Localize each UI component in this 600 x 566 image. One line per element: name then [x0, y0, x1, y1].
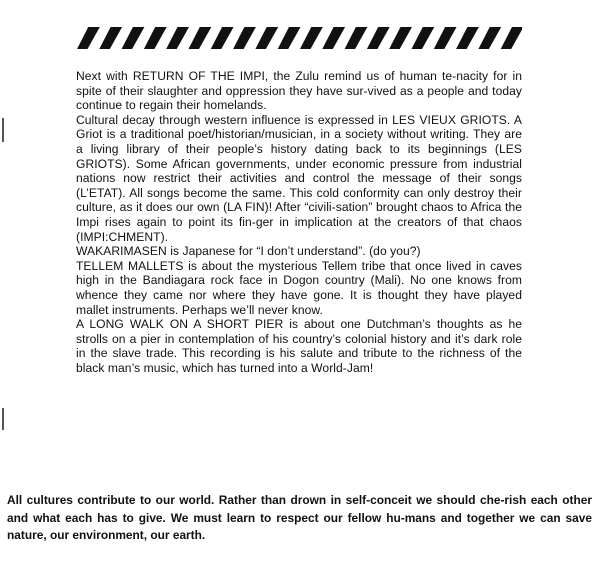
zigzag-stripe: [322, 27, 345, 49]
left-edge-mark: [2, 408, 4, 430]
paragraph-tellem-mallets: TELLEM MALLETS is about the mysterious Tellem tribe that once lived in caves high in the Bandiagara rock face in Dogon country (Mali). No one knows from whence they came nor where they have gone. It is thought they have played mallet instruments. Perhaps we’ll never know.: [76, 258, 522, 317]
paragraph-griots: Cultural decay through western influence is expressed in LES VIEUX GRIOTS. A Griot is a traditional poet/historian/musician, in a society without writing. They are a living library of their people’s history dating back to its beginnings (LES GRIOTS). Some African governments, under economic pressure from industrial nations now restrict their activities and control the message of their songs (L’ETAT). All songs become the same. This cold conformity can only destroy their culture, as it does our own (LA FIN)! After “civili-sation” brought chaos to Africa the Impi rises again to point its fin-ger in implication at the creators of that chaos (IMPI:CHMENT).: [76, 112, 522, 244]
zigzag-stripe: [412, 27, 435, 49]
paragraph-long-walk: A LONG WALK ON A SHORT PIER is about one Dutchman’s thoughts as he strolls on a pier in contemplation of his country’s colonial history and it’s dark role in the slave trade. This recording is his salute and tribute to the richness of the black man’s music, which has turned into a World-Jam!: [76, 317, 522, 375]
zigzag-banner: [76, 25, 522, 51]
zigzag-pattern: [76, 25, 522, 51]
left-edge-mark: [2, 118, 4, 142]
closing-statement: All cultures contribute to our world. Rather than drown in self-conceit we should che-rish each other and what each has to give. We must learn to respect our fellow hu-mans and together we can save nature, our environment, our earth.: [7, 493, 592, 542]
zigzag-stripe: [389, 27, 412, 49]
zigzag-stripe: [278, 27, 301, 49]
zigzag-stripe: [367, 27, 390, 49]
liner-notes-text: [76, 69, 522, 375]
paragraph-impi: Next with RETURN OF THE IMPI, the Zulu remind us of human te-nacity for in spite of their slaughter and oppression they have sur-vived as a people and today continue to regain their homelands.: [76, 69, 522, 113]
zigzag-stripe: [77, 27, 100, 49]
zigzag-stripe: [300, 27, 323, 49]
paragraph-wakarimasen: WAKARIMASEN is Japanese for “I don’t understand”. (do you?): [76, 244, 421, 259]
zigzag-stripe: [233, 27, 256, 49]
zigzag-stripe: [99, 27, 122, 49]
zigzag-stripe: [434, 27, 457, 49]
zigzag-stripe: [189, 27, 212, 49]
zigzag-stripe: [144, 27, 167, 49]
zigzag-stripe: [211, 27, 234, 49]
zigzag-stripe: [501, 27, 522, 49]
zigzag-stripe: [456, 27, 479, 49]
zigzag-stripe: [122, 27, 145, 49]
zigzag-stripe: [255, 27, 278, 49]
zigzag-stripe: [478, 27, 501, 49]
zigzag-stripe: [345, 27, 368, 49]
zigzag-stripe: [166, 27, 189, 49]
